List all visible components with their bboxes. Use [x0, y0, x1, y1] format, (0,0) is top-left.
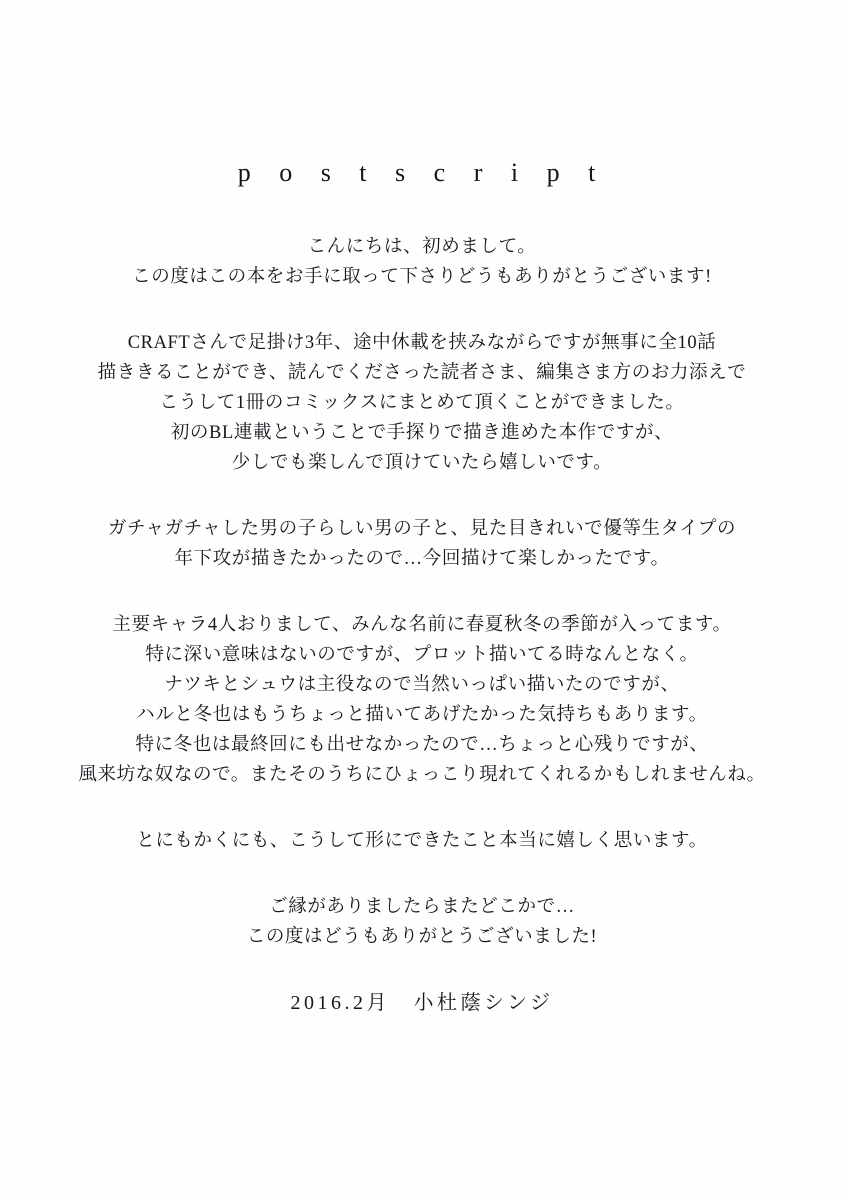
text-line: 少しでも楽しんで頂けていたら嬉しいです。 — [231, 453, 613, 473]
paragraph-serialization — [0, 328, 844, 478]
text-line: この度はどうもありがとうございました! — [246, 927, 598, 947]
afterword-body — [0, 232, 844, 1015]
paragraph-characters-type — [0, 514, 844, 574]
paragraph-greeting — [0, 232, 844, 292]
text-line: 主要キャラ4人おりまして、みんな名前に春夏秋冬の季節が入ってます。 — [112, 615, 732, 635]
author-signature: 2016.2月 小杜蔭シンジ — [290, 992, 554, 1014]
text-line: ナツキとシュウは主役なので当然いっぱい描いたのですが、 — [164, 675, 680, 695]
text-line: こうして1冊のコミックスにまとめて頂くことができました。 — [159, 393, 685, 413]
text-line: こんにちは、初めまして。 — [307, 237, 537, 257]
paragraph-spacer — [0, 314, 844, 328]
paragraph-spacer — [0, 500, 844, 514]
text-line: とにもかくにも、こうして形にできたこと本当に嬉しく思います。 — [136, 831, 708, 851]
paragraph-closing-thanks — [0, 826, 844, 856]
paragraph-farewell — [0, 892, 844, 952]
text-line: CRAFTさんで足掛け3年、途中休載を挟みながらですが無事に全10話 — [127, 333, 717, 353]
paragraph-character-names — [0, 610, 844, 790]
text-line: 特に深い意味はないのですが、プロット描いてる時なんとなく。 — [145, 645, 699, 665]
text-line: 年下攻が描きたかったので…今回描けて楽しかったです。 — [174, 549, 670, 569]
text-line: ガチャガチャした男の子らしい男の子と、見た目きれいで優等生タイプの — [107, 519, 737, 539]
text-line: 特に冬也は最終回にも出せなかったので…ちょっと心残りですが、 — [135, 735, 709, 755]
text-line: ハルと冬也はもうちょっと描いてあげたかった気持ちもあります。 — [136, 705, 708, 725]
text-line: この度はこの本をお手に取って下さりどうもありがとうございます! — [132, 267, 712, 287]
page-title: p o s t s c r i p t — [237, 158, 607, 187]
text-line: 初のBL連載ということで手探りで描き進めた本作ですが、 — [170, 423, 674, 443]
text-line: ご縁がありましたらまたどこかで… — [269, 897, 575, 917]
paragraph-spacer — [0, 812, 844, 826]
text-line: 風来坊な奴なので。またそのうちにひょっこり現れてくれるかもしれませんね。 — [78, 765, 766, 785]
text-line: 描ききることができ、読んでくださった読者さま、編集さま方のお力添えで — [97, 363, 747, 383]
paragraph-spacer — [0, 878, 844, 892]
paragraph-spacer — [0, 596, 844, 610]
